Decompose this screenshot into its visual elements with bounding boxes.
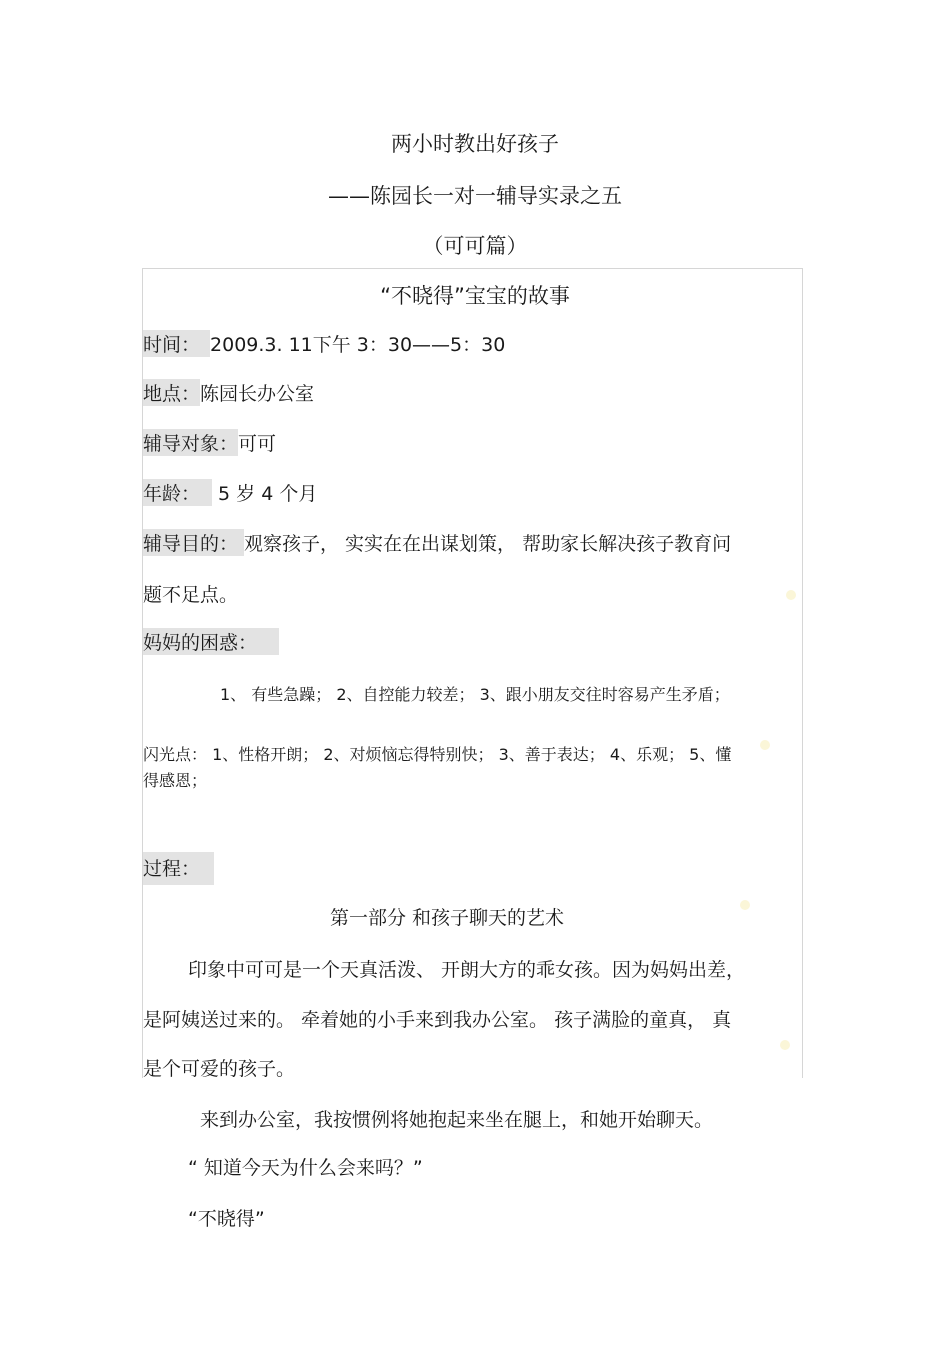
story-title: “不晓得”宝宝的故事 <box>380 284 570 308</box>
scan-dot <box>740 900 750 910</box>
doc-subtitle: ——陈园长一对一辅导实录之五 <box>328 184 622 208</box>
quote2: “不晓得” <box>188 1208 265 1230</box>
age-value: 5 岁 4 个月 <box>212 483 318 505</box>
goal-row <box>143 529 731 556</box>
age-row <box>143 479 317 506</box>
para2: 来到办公室，我按惯例将她抱起来坐在腿上，和她开始聊天。 <box>200 1109 714 1131</box>
worry-row <box>143 628 279 655</box>
process-label: 过程： <box>143 852 214 885</box>
doc-title: 两小时教出好孩子 <box>391 132 559 156</box>
doc-subsubtitle: （可可篇） <box>422 234 528 258</box>
para1-line3: 是个可爱的孩子。 <box>143 1058 296 1080</box>
para1-line2: 是阿姨送过来的。 牵着她的小手来到我办公室。 孩子满脸的童真， 真 <box>143 1009 732 1031</box>
shine-line1: 闪光点： 1、性格开朗； 2、对烦恼忘得特别快； 3、善于表达； 4、乐观； 5、懂 <box>143 745 732 764</box>
time-value: 2009.3. 11下午 3：30——5：30 <box>210 334 506 356</box>
place-row <box>143 379 314 406</box>
scan-dot <box>760 740 770 750</box>
age-label: 年龄： <box>143 479 212 506</box>
target-row <box>143 429 276 456</box>
place-value: 陈园长办公室 <box>200 383 315 405</box>
goal-label: 辅导目的： <box>143 529 244 556</box>
worry-items: 1、 有些急躁； 2、自控能力较差； 3、跟小朋友交往时容易产生矛盾； <box>220 685 730 704</box>
goal-line2: 题不足点。 <box>143 584 239 606</box>
target-label: 辅导对象： <box>143 429 238 456</box>
goal-line1: 观察孩子， 实实在在出谋划策， 帮助家长解决孩子教育问 <box>244 533 732 555</box>
time-row <box>143 330 505 357</box>
part-title: 第一部分 和孩子聊天的艺术 <box>330 907 565 929</box>
place-label: 地点： <box>143 379 200 406</box>
quote1: “ 知道今天为什么会来吗？” <box>188 1157 423 1179</box>
process-row <box>143 852 214 885</box>
para1-line1: 印象中可可是一个天真活泼、 开朗大方的乖女孩。因为妈妈出差， <box>188 959 746 981</box>
scan-dot <box>780 1040 790 1050</box>
time-label: 时间： <box>143 330 210 357</box>
target-value: 可可 <box>238 433 277 455</box>
worry-label: 妈妈的困惑： <box>143 628 279 655</box>
scan-dot <box>786 590 796 600</box>
shine-line2: 得感恩； <box>143 771 208 790</box>
